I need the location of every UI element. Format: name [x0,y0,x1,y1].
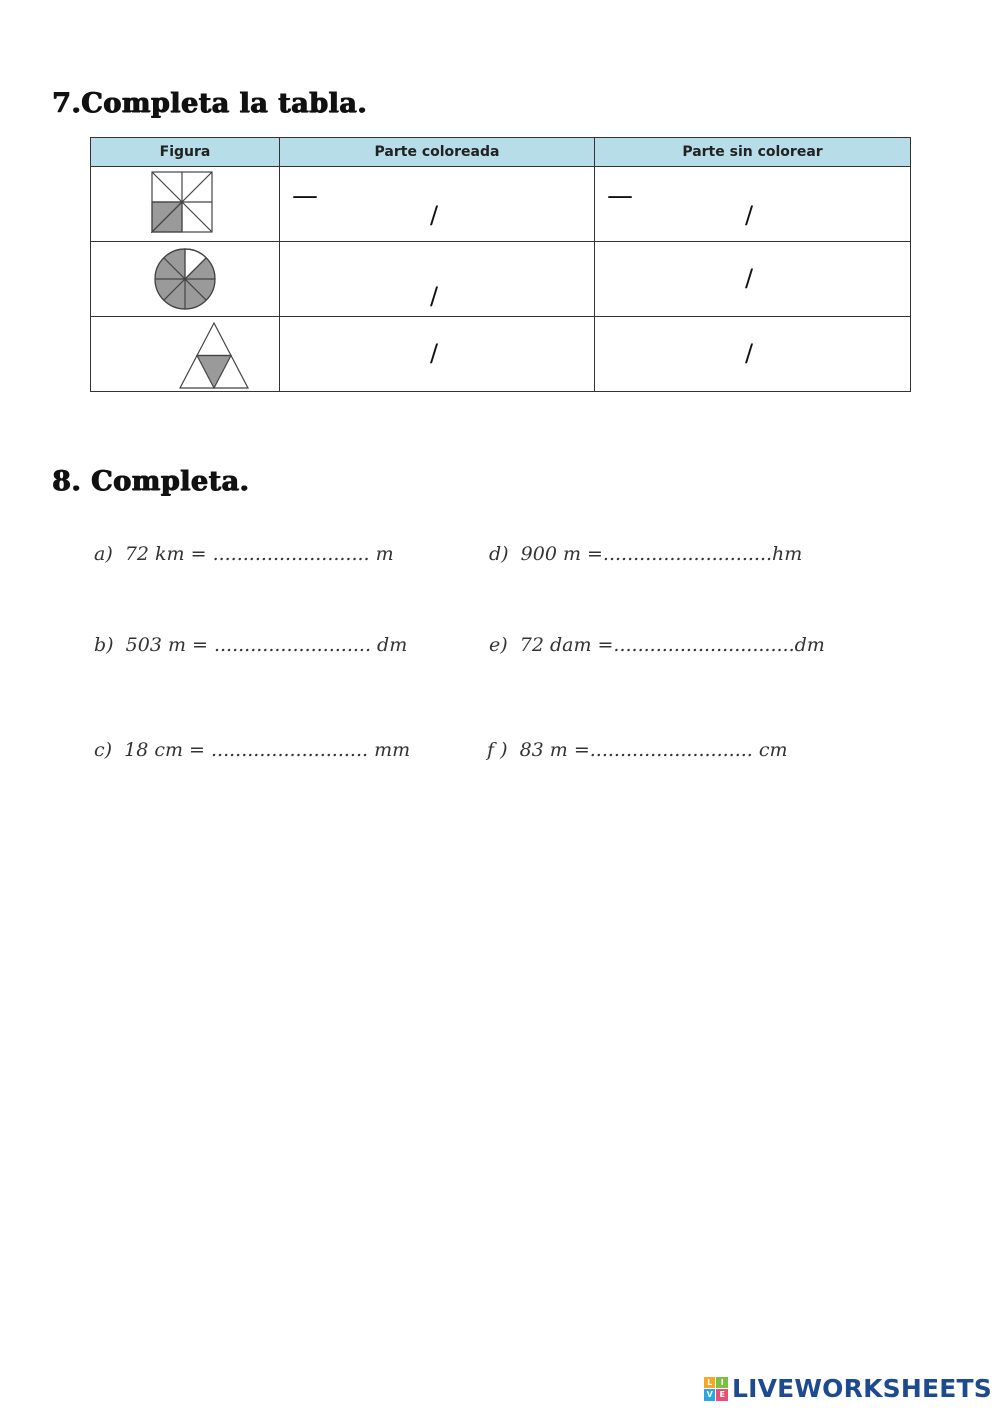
figure-cell [91,167,280,242]
header-figura: Figura [91,138,280,167]
colored-answer-cell[interactable] [280,242,595,317]
exercise-a[interactable]: a) 72 km = .......................... m [94,543,394,565]
fraction-slash: / [745,339,754,367]
numerator-line: — [607,181,633,211]
fraction-slash: / [430,201,439,229]
badge-letter: V [704,1389,716,1401]
header-parte-coloreada: Parte coloreada [280,138,595,167]
fraction-slash: / [430,339,439,367]
colored-answer-cell[interactable] [280,167,595,242]
figure-cell [91,317,280,392]
circle-divided-8-icon [153,247,217,311]
exercise-d[interactable]: d) 900 m =............................hm [489,543,803,565]
exercise-e[interactable]: e) 72 dam =..............................dm [489,634,825,656]
fraction-slash: / [745,264,754,292]
badge-letter: I [716,1377,728,1389]
fraction-slash: / [745,201,754,229]
exercise-c[interactable]: c) 18 cm = .......................... mm [94,739,411,761]
table-row [91,167,911,242]
badge-letter: E [716,1389,728,1401]
badge-letter: L [704,1377,716,1389]
figure-cell [91,242,280,317]
triangle-divided-4-icon [178,321,250,389]
uncolored-answer-cell[interactable] [595,167,911,242]
numerator-line: — [292,181,318,211]
exercise-f[interactable]: f ) 83 m =........................... cm [487,739,788,761]
section-7-title: 7.Completa la tabla. [52,88,368,119]
fraction-slash: / [430,282,439,310]
table-header-row [91,138,911,167]
exercise-b[interactable]: b) 503 m = .......................... dm [94,634,408,656]
section-8-title: 8. Completa. [52,466,250,497]
table-row [91,317,911,392]
uncolored-answer-cell[interactable] [595,317,911,392]
square-divided-8-icon [151,171,213,233]
header-parte-sin-colorear: Parte sin colorear [595,138,911,167]
logo-text: LIVEWORKSHEETS [731,1374,992,1403]
table-row [91,242,911,317]
uncolored-answer-cell[interactable] [595,242,911,317]
liveworksheets-logo [704,1374,992,1403]
fractions-table [90,137,911,392]
colored-answer-cell[interactable] [280,317,595,392]
logo-badge-icon [704,1377,728,1401]
